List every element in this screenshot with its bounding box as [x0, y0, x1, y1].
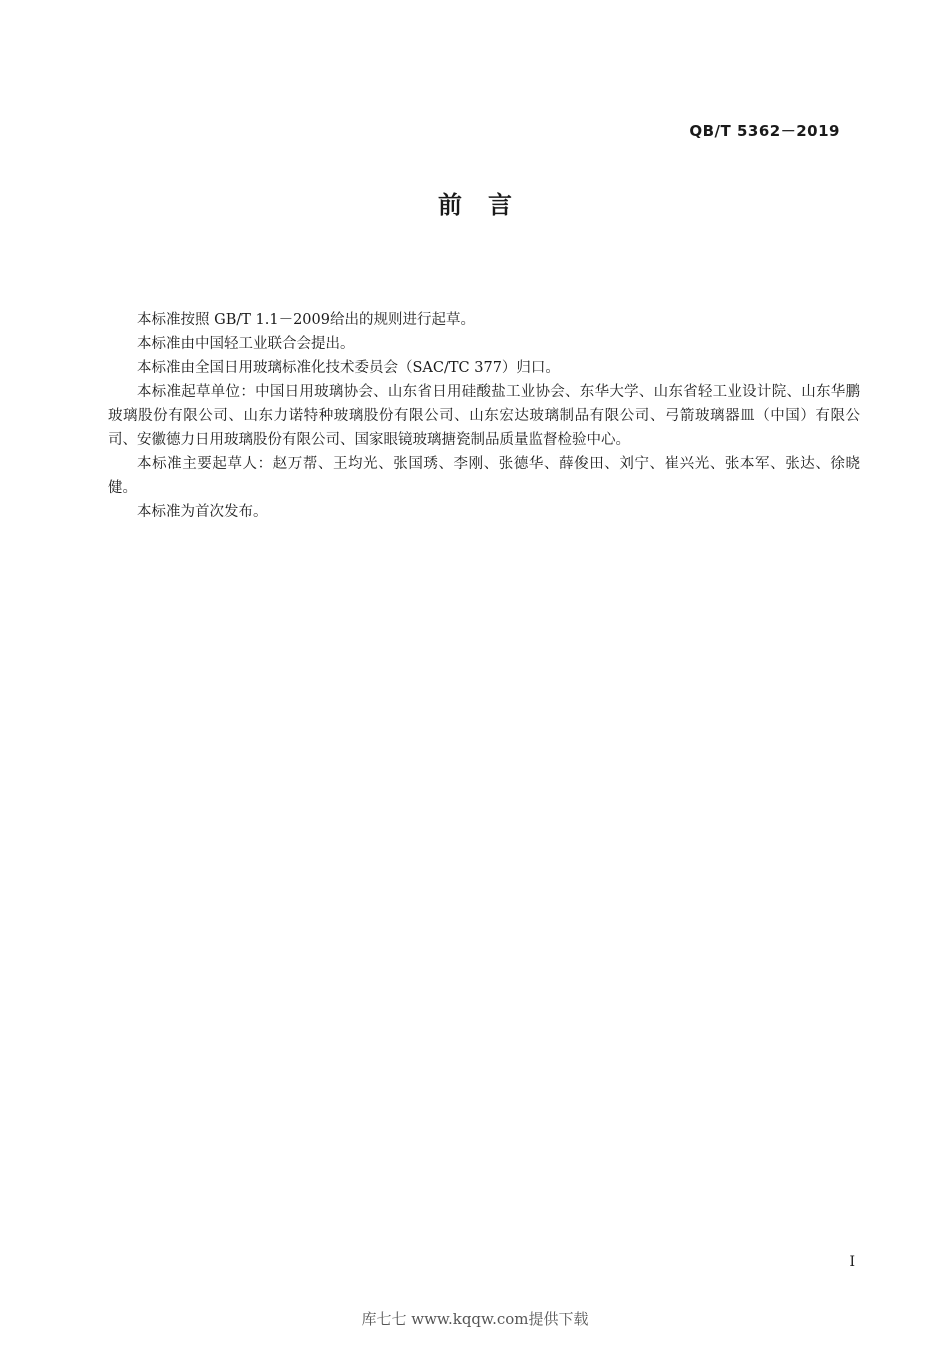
paragraph-proposer: 本标准由中国轻工业联合会提出。 — [137, 336, 355, 352]
paragraph-committee: 本标准由全国日用玻璃标准化技术委员会（SAC/TC 377）归口。 — [137, 360, 560, 376]
paragraph-first-release: 本标准为首次发布。 — [137, 504, 268, 520]
page-number: I — [849, 1254, 855, 1270]
standard-code: QB/T 5362－2019 — [689, 122, 840, 140]
paragraph-drafting-units: 本标准起草单位：中国日用玻璃协会、山东省日用硅酸盐工业协会、东华大学、山东省轻工业设计院、山东华鹏玻璃股份有限公司、山东力诺特种玻璃股份有限公司、山东宏达玻璃制品有限公司、弓箭玻璃器皿（中国）有限公司、安徽德力日用玻璃股份有限公司、国家眼镜玻璃搪瓷制品质量监督检验中心。 — [108, 384, 860, 448]
paragraph-drafters: 本标准主要起草人：赵万帮、王均光、张国琇、李刚、张德华、薛俊田、刘宁、崔兴光、张本军、张达、徐晓健。 — [108, 456, 860, 496]
paragraph-drafting-rules: 本标准按照 GB/T 1.1－2009给出的规则进行起草。 — [137, 312, 475, 328]
foreword-body — [108, 308, 860, 524]
download-credit: 库七七 www.kqqw.com提供下载 — [361, 1310, 589, 1328]
page-title: 前言 — [438, 191, 538, 219]
